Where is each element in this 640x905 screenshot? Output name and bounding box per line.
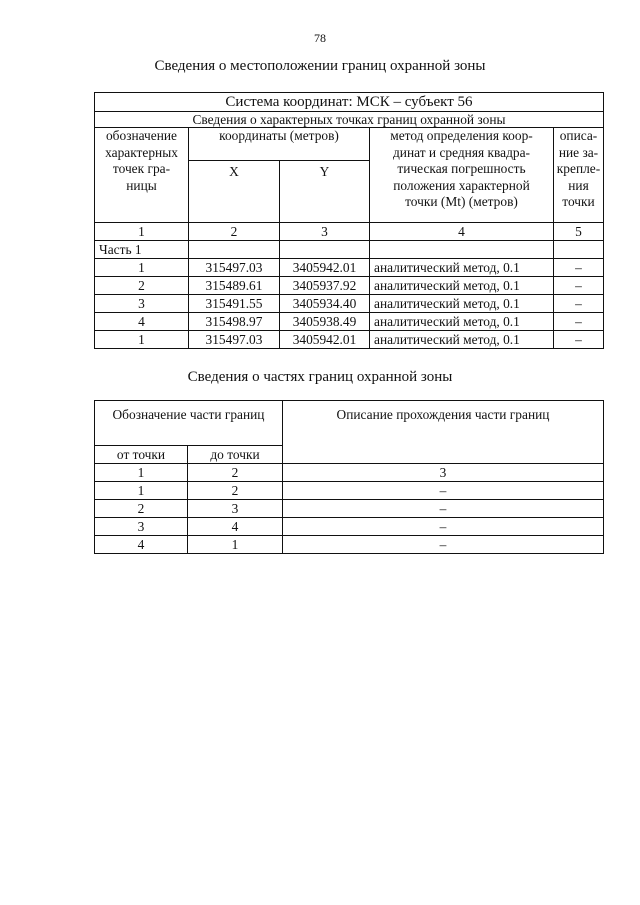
part-designation-header: Обозначение части границ	[95, 401, 283, 446]
empty-cell	[370, 241, 554, 259]
from-point: 1	[95, 464, 188, 482]
to-point: 1	[188, 536, 283, 554]
section1-title: Сведения о местоположении границ охранной зоны	[154, 58, 486, 74]
empty-cell	[280, 241, 370, 259]
header-line: метод определения коор-	[390, 128, 533, 143]
column-number: 2	[189, 223, 280, 241]
table-row	[95, 277, 604, 295]
part-description: –	[283, 536, 604, 554]
header-line: положения характерной	[393, 177, 530, 193]
description-header	[554, 128, 604, 223]
x-coordinate: 315497.03	[189, 331, 280, 349]
method-cell: аналитический метод, 0.1	[370, 277, 554, 295]
from-point-header: от точки	[95, 446, 188, 464]
to-point: 4	[188, 518, 283, 536]
from-point: 1	[95, 482, 188, 500]
x-header: X	[189, 161, 280, 223]
table-row	[95, 313, 604, 331]
page-number: 78	[314, 31, 326, 45]
table-row	[95, 464, 604, 482]
table-row	[95, 331, 604, 349]
method-cell: аналитический метод, 0.1	[370, 313, 554, 331]
point-description: –	[554, 259, 604, 277]
point-description: –	[554, 277, 604, 295]
table-row	[95, 536, 604, 554]
method-cell: аналитический метод, 0.1	[370, 331, 554, 349]
from-point: 3	[95, 518, 188, 536]
coordinates-header: координаты (метров)	[189, 128, 370, 161]
table-row	[95, 259, 604, 277]
y-coordinate: 3405942.01	[280, 259, 370, 277]
y-coordinate: 3405934.40	[280, 295, 370, 313]
point-description: –	[554, 331, 604, 349]
part-label: Часть 1	[95, 241, 189, 259]
point-description: –	[554, 313, 604, 331]
y-coordinate: 3405938.49	[280, 313, 370, 331]
header-line: характерных	[105, 144, 178, 160]
part-description: –	[283, 482, 604, 500]
x-coordinate: 315491.55	[189, 295, 280, 313]
y-coordinate: 3405937.92	[280, 277, 370, 295]
header-line: обозначение	[105, 128, 178, 143]
x-coordinate: 315498.97	[189, 313, 280, 331]
coordinate-system-row: Система координат: МСК – субъект 56	[95, 93, 604, 112]
column-number: 1	[95, 223, 189, 241]
y-header: Y	[280, 161, 370, 223]
header-line: ние за-	[558, 144, 599, 160]
boundary-parts-table	[94, 400, 604, 554]
header-line: крепле-	[556, 161, 601, 176]
x-coordinate: 315489.61	[189, 277, 280, 295]
part-description: 3	[283, 464, 604, 482]
table-subtitle-row: Сведения о характерных точках границ охранной зоны	[95, 112, 604, 128]
point-number: 1	[95, 259, 189, 277]
part-description: –	[283, 500, 604, 518]
to-point: 2	[188, 482, 283, 500]
from-point: 2	[95, 500, 188, 518]
method-cell: аналитический метод, 0.1	[370, 259, 554, 277]
method-header	[370, 128, 554, 223]
method-cell: аналитический метод, 0.1	[370, 295, 554, 313]
header-line: описа-	[559, 128, 598, 143]
column-number: 4	[370, 223, 554, 241]
table-row	[95, 295, 604, 313]
from-point: 4	[95, 536, 188, 554]
point-number: 3	[95, 295, 189, 313]
table-row	[95, 482, 604, 500]
section2-title: Сведения о частях границ охранной зоны	[187, 369, 453, 385]
part-description: –	[283, 518, 604, 536]
point-number: 4	[95, 313, 189, 331]
y-coordinate: 3405942.01	[280, 331, 370, 349]
to-point-header: до точки	[188, 446, 283, 464]
point-number: 1	[95, 331, 189, 349]
column-number: 5	[554, 223, 604, 241]
empty-cell	[189, 241, 280, 259]
part-description-header: Описание прохождения части границ	[283, 401, 604, 464]
to-point: 3	[188, 500, 283, 518]
table-row	[95, 500, 604, 518]
x-coordinate: 315497.03	[189, 259, 280, 277]
header-line: точки (Mt) (метров)	[405, 194, 518, 209]
header-line: ния	[568, 177, 589, 193]
header-line: точек гра-	[112, 161, 171, 176]
empty-cell	[554, 241, 604, 259]
designation-header	[95, 128, 189, 223]
point-number: 2	[95, 277, 189, 295]
table-row	[95, 518, 604, 536]
header-line: тическая погрешность	[397, 161, 526, 176]
point-description: –	[554, 295, 604, 313]
boundary-points-table	[94, 92, 604, 349]
header-line: точки	[562, 194, 595, 209]
column-number: 3	[280, 223, 370, 241]
header-line: ницы	[126, 177, 157, 193]
header-line: динат и средняя квадра-	[392, 144, 530, 160]
to-point: 2	[188, 464, 283, 482]
